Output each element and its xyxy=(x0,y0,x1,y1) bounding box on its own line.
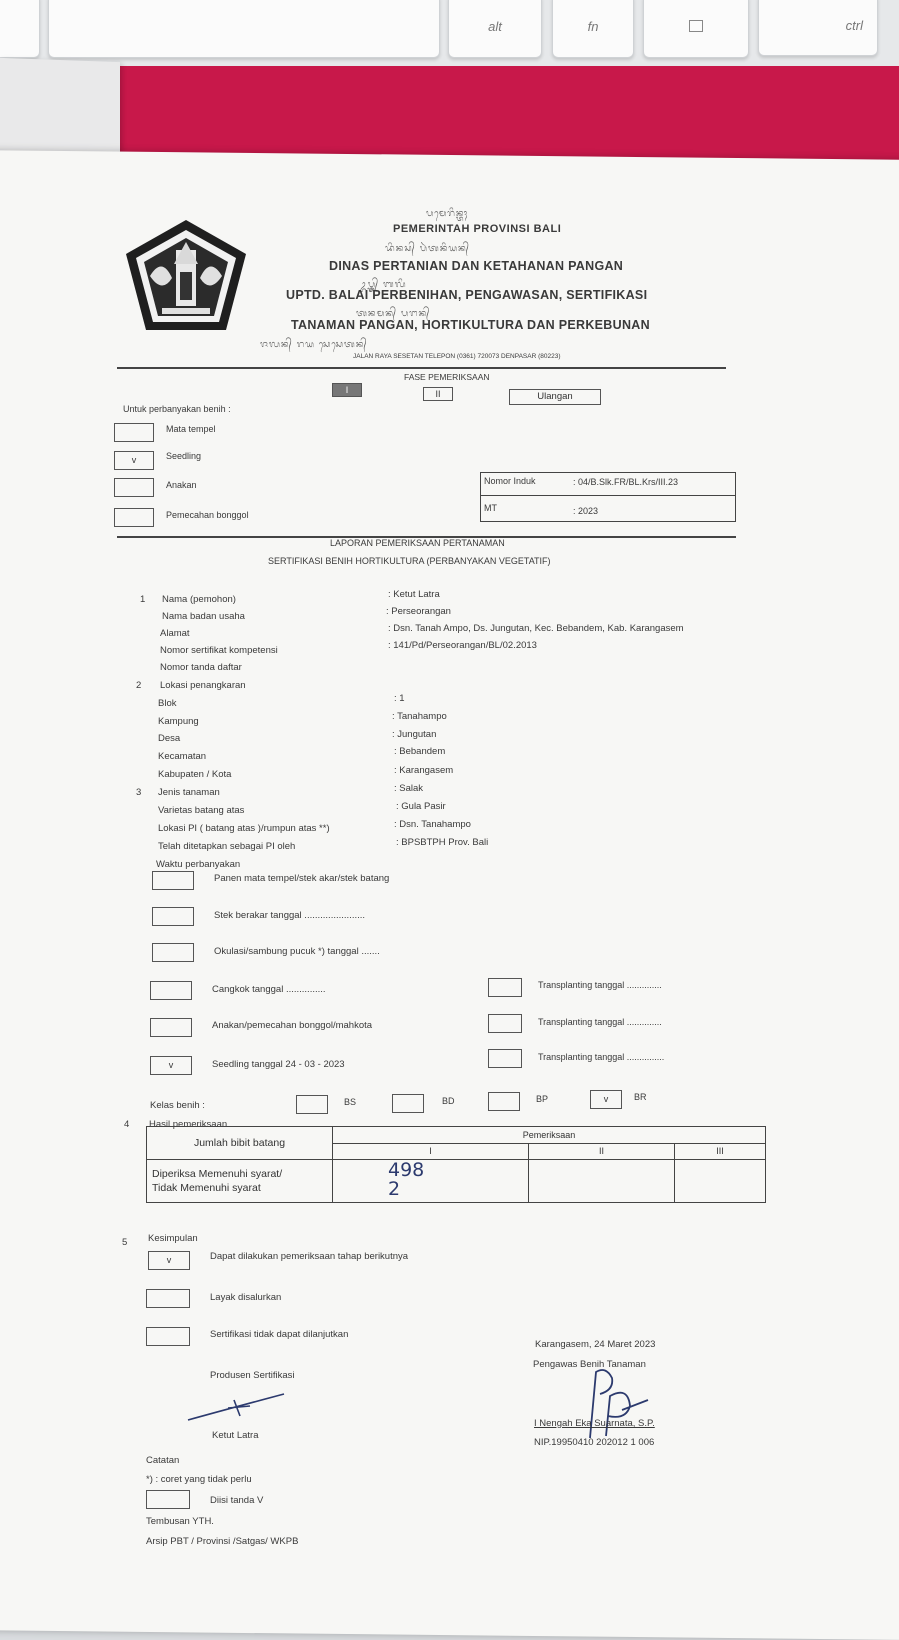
transplanting-item: Transplanting tanggal .............. xyxy=(538,980,662,990)
note-diisi: Diisi tanda V xyxy=(210,1495,264,1506)
checkbox xyxy=(150,981,192,1000)
field-label: Lokasi penangkaran xyxy=(160,680,246,691)
checkbox: v xyxy=(148,1251,190,1270)
field-label: Nomor tanda daftar xyxy=(160,662,242,673)
mt-label: MT xyxy=(484,503,497,513)
pengawas-name: I Nengah Eka Suarnata, S.P. xyxy=(534,1418,655,1429)
checkbox: v xyxy=(590,1090,622,1109)
field-label: Lokasi PI ( batang atas )/rumpun atas **) xyxy=(158,823,330,834)
checkbox xyxy=(146,1289,190,1308)
checkbox xyxy=(488,1049,522,1068)
row-label-fail: Tidak Memenuhi syarat xyxy=(152,1182,261,1194)
section-number: 4 xyxy=(124,1119,130,1130)
kelas-br: BR xyxy=(634,1092,647,1102)
propagation-item: Anakan xyxy=(166,480,197,490)
kelas-bp: BP xyxy=(536,1094,549,1104)
arsip-line: Arsip PBT / Provinsi /Satgas/ WKPB xyxy=(146,1536,299,1547)
checkbox xyxy=(296,1095,328,1114)
checkbox xyxy=(152,907,194,926)
kelas-label: Kelas benih : xyxy=(150,1100,205,1111)
field-label: Nama badan usaha xyxy=(162,611,245,622)
catatan-label: Catatan xyxy=(146,1455,180,1466)
header-phase-iii: III xyxy=(675,1143,766,1160)
results-table xyxy=(146,1126,766,1203)
field-value: : Tanahampo xyxy=(392,711,447,722)
result-phase-ii xyxy=(529,1160,675,1203)
checkbox xyxy=(152,943,194,962)
propagation-item: Mata tempel xyxy=(166,424,216,434)
kelas-bd: BD xyxy=(442,1096,455,1106)
header-pemeriksaan: Pemeriksaan xyxy=(333,1127,766,1144)
field-label: Blok xyxy=(158,698,177,709)
field-value: : BPSBTPH Prov. Bali xyxy=(396,837,489,848)
result-phase-i xyxy=(333,1160,529,1203)
field-label: Alamat xyxy=(160,628,190,639)
checkbox: v xyxy=(150,1056,192,1075)
handwritten-fail-count: 2 xyxy=(388,1178,401,1200)
checkbox xyxy=(488,1092,520,1111)
pengawas-title: Pengawas Benih Tanaman xyxy=(533,1359,646,1370)
header-unit-line-2: TANAMAN PANGAN, HORTIKULTURA DAN PERKEBUNAN xyxy=(291,318,650,332)
row-label-pass: Diperiksa Memenuhi syarat/ xyxy=(152,1168,283,1180)
field-number: 3 xyxy=(136,787,142,798)
kesimpulan-item: Layak disalurkan xyxy=(210,1292,282,1303)
phase-ulangan-box: Ulangan xyxy=(509,389,601,405)
checkbox: v xyxy=(114,451,154,470)
pengawas-nip: NIP.19950410 202012 1 006 xyxy=(534,1437,655,1448)
section-number: 5 xyxy=(122,1237,128,1248)
field-label: Desa xyxy=(158,733,181,744)
produsen-title: Produsen Sertifikasi xyxy=(210,1370,295,1381)
kelas-bs: BS xyxy=(344,1097,357,1107)
row-label xyxy=(147,1160,333,1203)
result-phase-iii xyxy=(675,1160,766,1203)
field-label: Varietas batang atas xyxy=(158,805,245,816)
registration-box xyxy=(480,472,736,522)
alt-key: alt xyxy=(448,0,542,58)
timing-item: Anakan/pemecahan bonggol/mahkota xyxy=(212,1020,373,1031)
checkbox xyxy=(146,1327,190,1346)
transplanting-item: Transplanting tanggal ............... xyxy=(538,1052,665,1062)
timing-item: Seedling tanggal 24 - 03 - 2023 xyxy=(212,1059,345,1070)
report-title: LAPORAN PEMERIKSAAN PERTANAMAN xyxy=(330,538,505,548)
field-label: Nama (pemohon) xyxy=(162,594,236,605)
balinese-script-line: ᬚᬮᬦ᭄ ᬭᬬ ᬲᬾᬲᬾᬢᬦ᭄ xyxy=(260,340,368,350)
header-phase-i: I xyxy=(333,1143,529,1160)
checkbox xyxy=(392,1094,424,1113)
checkbox xyxy=(114,423,154,442)
ctrl-key: ctrl xyxy=(758,0,878,56)
kesimpulan-item: Sertifikasi tidak dapat dilanjutkan xyxy=(210,1329,349,1340)
produsen-signature xyxy=(184,1390,294,1426)
balinese-script-line: ᬧᬫᬾᬭᬶᬦ᭄ᬢᬄ xyxy=(426,209,469,219)
field-value: : Karangasem xyxy=(394,765,454,776)
timing-item: Cangkok tanggal ............... xyxy=(212,984,326,995)
header-rule xyxy=(117,367,726,369)
balinese-script-line: ᬢᬦᬫᬦ᭄ ᬧᬗᬦ᭄ xyxy=(356,309,431,319)
handwritten-pass-count: 498 xyxy=(388,1159,425,1181)
fn-key: fn xyxy=(552,0,634,58)
report-subtitle: SERTIFIKASI BENIH HORTIKULTURA (PERBANYAKAN VEGETATIF) xyxy=(268,556,551,566)
hasil-label: Hasil pemeriksaan xyxy=(149,1119,228,1130)
kesimpulan-item: Dapat dilakukan pemeriksaan tahap berikutnya xyxy=(210,1251,409,1262)
field-value: : Dsn. Tanah Ampo, Ds. Jungutan, Kec. Bebandem, Kab. Karangasem xyxy=(388,623,684,634)
field-value: : Jungutan xyxy=(392,729,437,740)
checkbox xyxy=(152,871,194,890)
header-department: DINAS PERTANIAN DAN KETAHANAN PANGAN xyxy=(329,259,624,273)
checkbox xyxy=(488,978,522,997)
field-value: : Ketut Latra xyxy=(388,589,440,600)
field-value: : Salak xyxy=(394,783,424,794)
balinese-script-line: ᬤᬶᬦᬲ᭄ ᬧᬃᬢᬦᬶᬬᬦ᭄ xyxy=(385,244,470,254)
transplanting-item: Transplanting tanggal .............. xyxy=(538,1017,662,1027)
tembusan-label: Tembusan YTH. xyxy=(146,1516,214,1527)
header-jumlah: Jumlah bibit batang xyxy=(147,1127,333,1160)
propagation-label: Untuk perbanyakan benih : xyxy=(123,404,231,414)
field-value: : 141/Pd/Perseorangan/BL/02.2013 xyxy=(388,640,537,651)
place-date: Karangasem, 24 Maret 2023 xyxy=(535,1339,656,1350)
mt-value: : 2023 xyxy=(573,506,599,516)
field-value: : Dsn. Tanahampo xyxy=(394,819,471,830)
checkbox xyxy=(146,1490,190,1509)
checkbox xyxy=(488,1014,522,1033)
header-unit-line-1: UPTD. BALAI PERBENIHAN, PENGAWASAN, SERTIFIKASI xyxy=(286,288,648,302)
checkbox xyxy=(114,508,154,527)
nomor-induk-label: Nomor Induk xyxy=(484,476,536,486)
timing-item: Okulasi/sambung pucuk *) tanggal ....... xyxy=(214,946,380,957)
field-value: : Bebandem xyxy=(394,746,446,757)
field-label: Waktu perbanyakan xyxy=(156,859,241,870)
field-label: Kecamatan xyxy=(158,751,207,762)
balinese-script-line: ᬉᬧ᭄ᬢ᭄ᬤ᭄ ᬩᬮᬶ xyxy=(360,280,407,290)
field-value: : Gula Pasir xyxy=(396,801,446,812)
field-value: : 1 xyxy=(394,693,405,704)
bali-province-emblem xyxy=(122,216,250,334)
field-label: Telah ditetapkan sebagai PI oleh xyxy=(158,841,296,852)
header-address: JALAN RAYA SESETAN TELEPON (0361) 720073 DENPASAR (80223) xyxy=(353,353,561,360)
header-phase-ii: II xyxy=(529,1143,675,1160)
propagation-item: Seedling xyxy=(166,451,202,461)
field-value: : Perseorangan xyxy=(386,606,451,617)
checkbox xyxy=(114,478,154,497)
field-label: Kabupaten / Kota xyxy=(158,769,232,780)
phase-1-box: I xyxy=(332,383,362,397)
note-coret: *) : coret yang tidak perlu xyxy=(146,1474,252,1485)
propagation-item: Pemecahan bonggol xyxy=(166,510,249,520)
field-label: Kampung xyxy=(158,716,199,727)
timing-item: Stek berakar tanggal ....................... xyxy=(214,910,366,921)
produsen-name: Ketut Latra xyxy=(212,1430,259,1441)
phase-label: FASE PEMERIKSAAN xyxy=(404,372,490,382)
nomor-induk-value: : 04/B.Slk.FR/BL.Krs/III.23 xyxy=(573,477,679,487)
field-number: 1 xyxy=(140,594,146,605)
field-number: 2 xyxy=(136,680,142,691)
kesimpulan-label: Kesimpulan xyxy=(148,1233,198,1244)
phase-2-box: II xyxy=(423,387,453,401)
header-government: PEMERINTAH PROVINSI BALI xyxy=(393,223,562,235)
checkbox xyxy=(150,1018,192,1037)
timing-item: Panen mata tempel/stek akar/stek batang xyxy=(214,873,390,884)
field-label: Jenis tanaman xyxy=(158,787,220,798)
field-label: Nomor sertifikat kompetensi xyxy=(160,645,278,656)
